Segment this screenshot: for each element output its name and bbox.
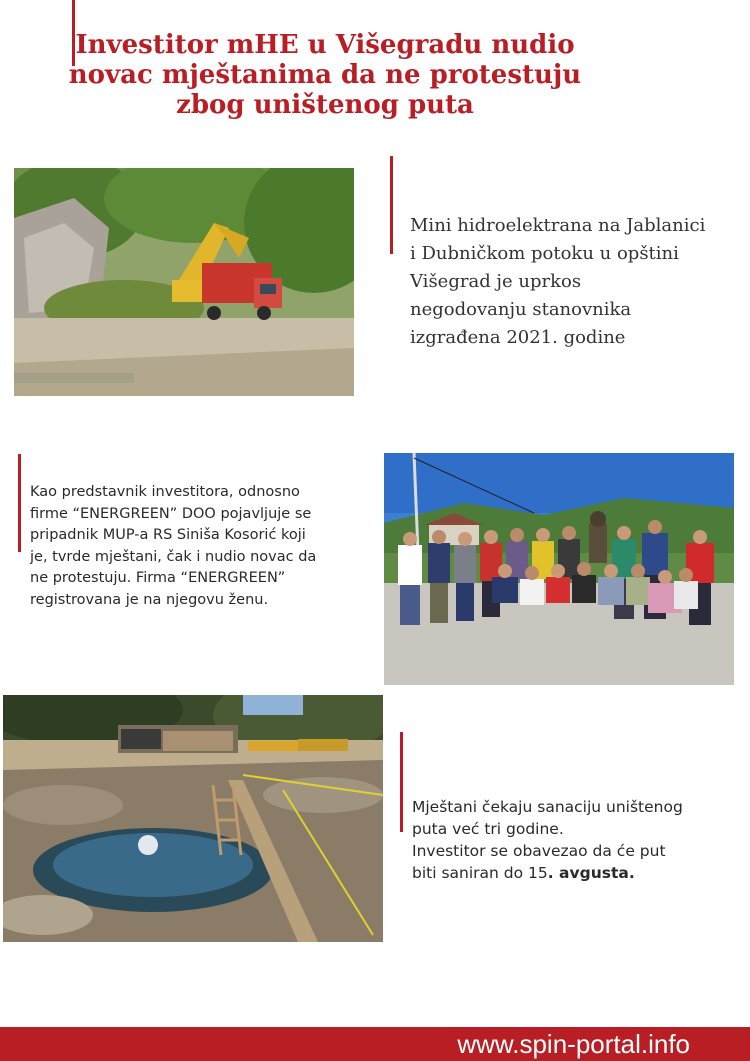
page-title xyxy=(60,30,590,120)
caption-line: Mještani čekaju sanaciju uništenog xyxy=(412,798,683,816)
caption-line: ne protestuju. Firma “ENERGREEN” xyxy=(30,570,286,586)
caption-line: pripadnik MUP-a RS Siniša Kosorić koji xyxy=(30,527,306,543)
locals-group-photo xyxy=(384,453,734,685)
caption-line: Kao predstavnik investitora, odnosno xyxy=(30,484,300,500)
website-link[interactable]: www.spin-portal.info xyxy=(457,1029,690,1059)
title-line: Investitor mHE u Višegradu nudio xyxy=(75,30,575,60)
damaged-road-photo xyxy=(3,695,383,942)
construction-site-photo xyxy=(14,168,354,396)
caption-line: je, tvrde mještani, čak i nudio novac da xyxy=(30,548,317,565)
investor-representative-caption xyxy=(30,482,360,611)
caption-line: Mini hidroelektrana na Jablanici xyxy=(410,215,706,236)
deadline-date-emphasis: . avgusta. xyxy=(547,864,635,882)
deadline-prefix: biti saniran do 15 xyxy=(412,864,548,882)
caption-line: Investitor se obavezao da će put xyxy=(412,842,666,860)
caption-line: firme “ENERGREEN” DOO pojavljuje se xyxy=(30,505,312,522)
plant-built-caption xyxy=(410,212,720,352)
caption-line xyxy=(412,862,732,884)
title-line: novac mještanima da ne protestuju xyxy=(68,60,582,90)
caption-line: izgrađena 2021. godine xyxy=(410,327,626,348)
caption2-accent-bar xyxy=(18,454,21,552)
caption1-accent-bar xyxy=(390,156,393,254)
caption-line: Višegrad je uprkos xyxy=(410,271,582,292)
caption-line: negodovanju stanovnika xyxy=(410,299,632,320)
title-line: zbog uništenog puta xyxy=(176,90,474,120)
caption3-accent-bar xyxy=(400,732,403,832)
caption-line: puta već tri godine. xyxy=(412,820,564,838)
caption-line: i Dubničkom potoku u opštini xyxy=(410,243,679,264)
footer-bar xyxy=(0,1027,750,1061)
caption-line: registrovana je na njegovu ženu. xyxy=(30,591,269,608)
road-repair-caption xyxy=(412,796,732,884)
